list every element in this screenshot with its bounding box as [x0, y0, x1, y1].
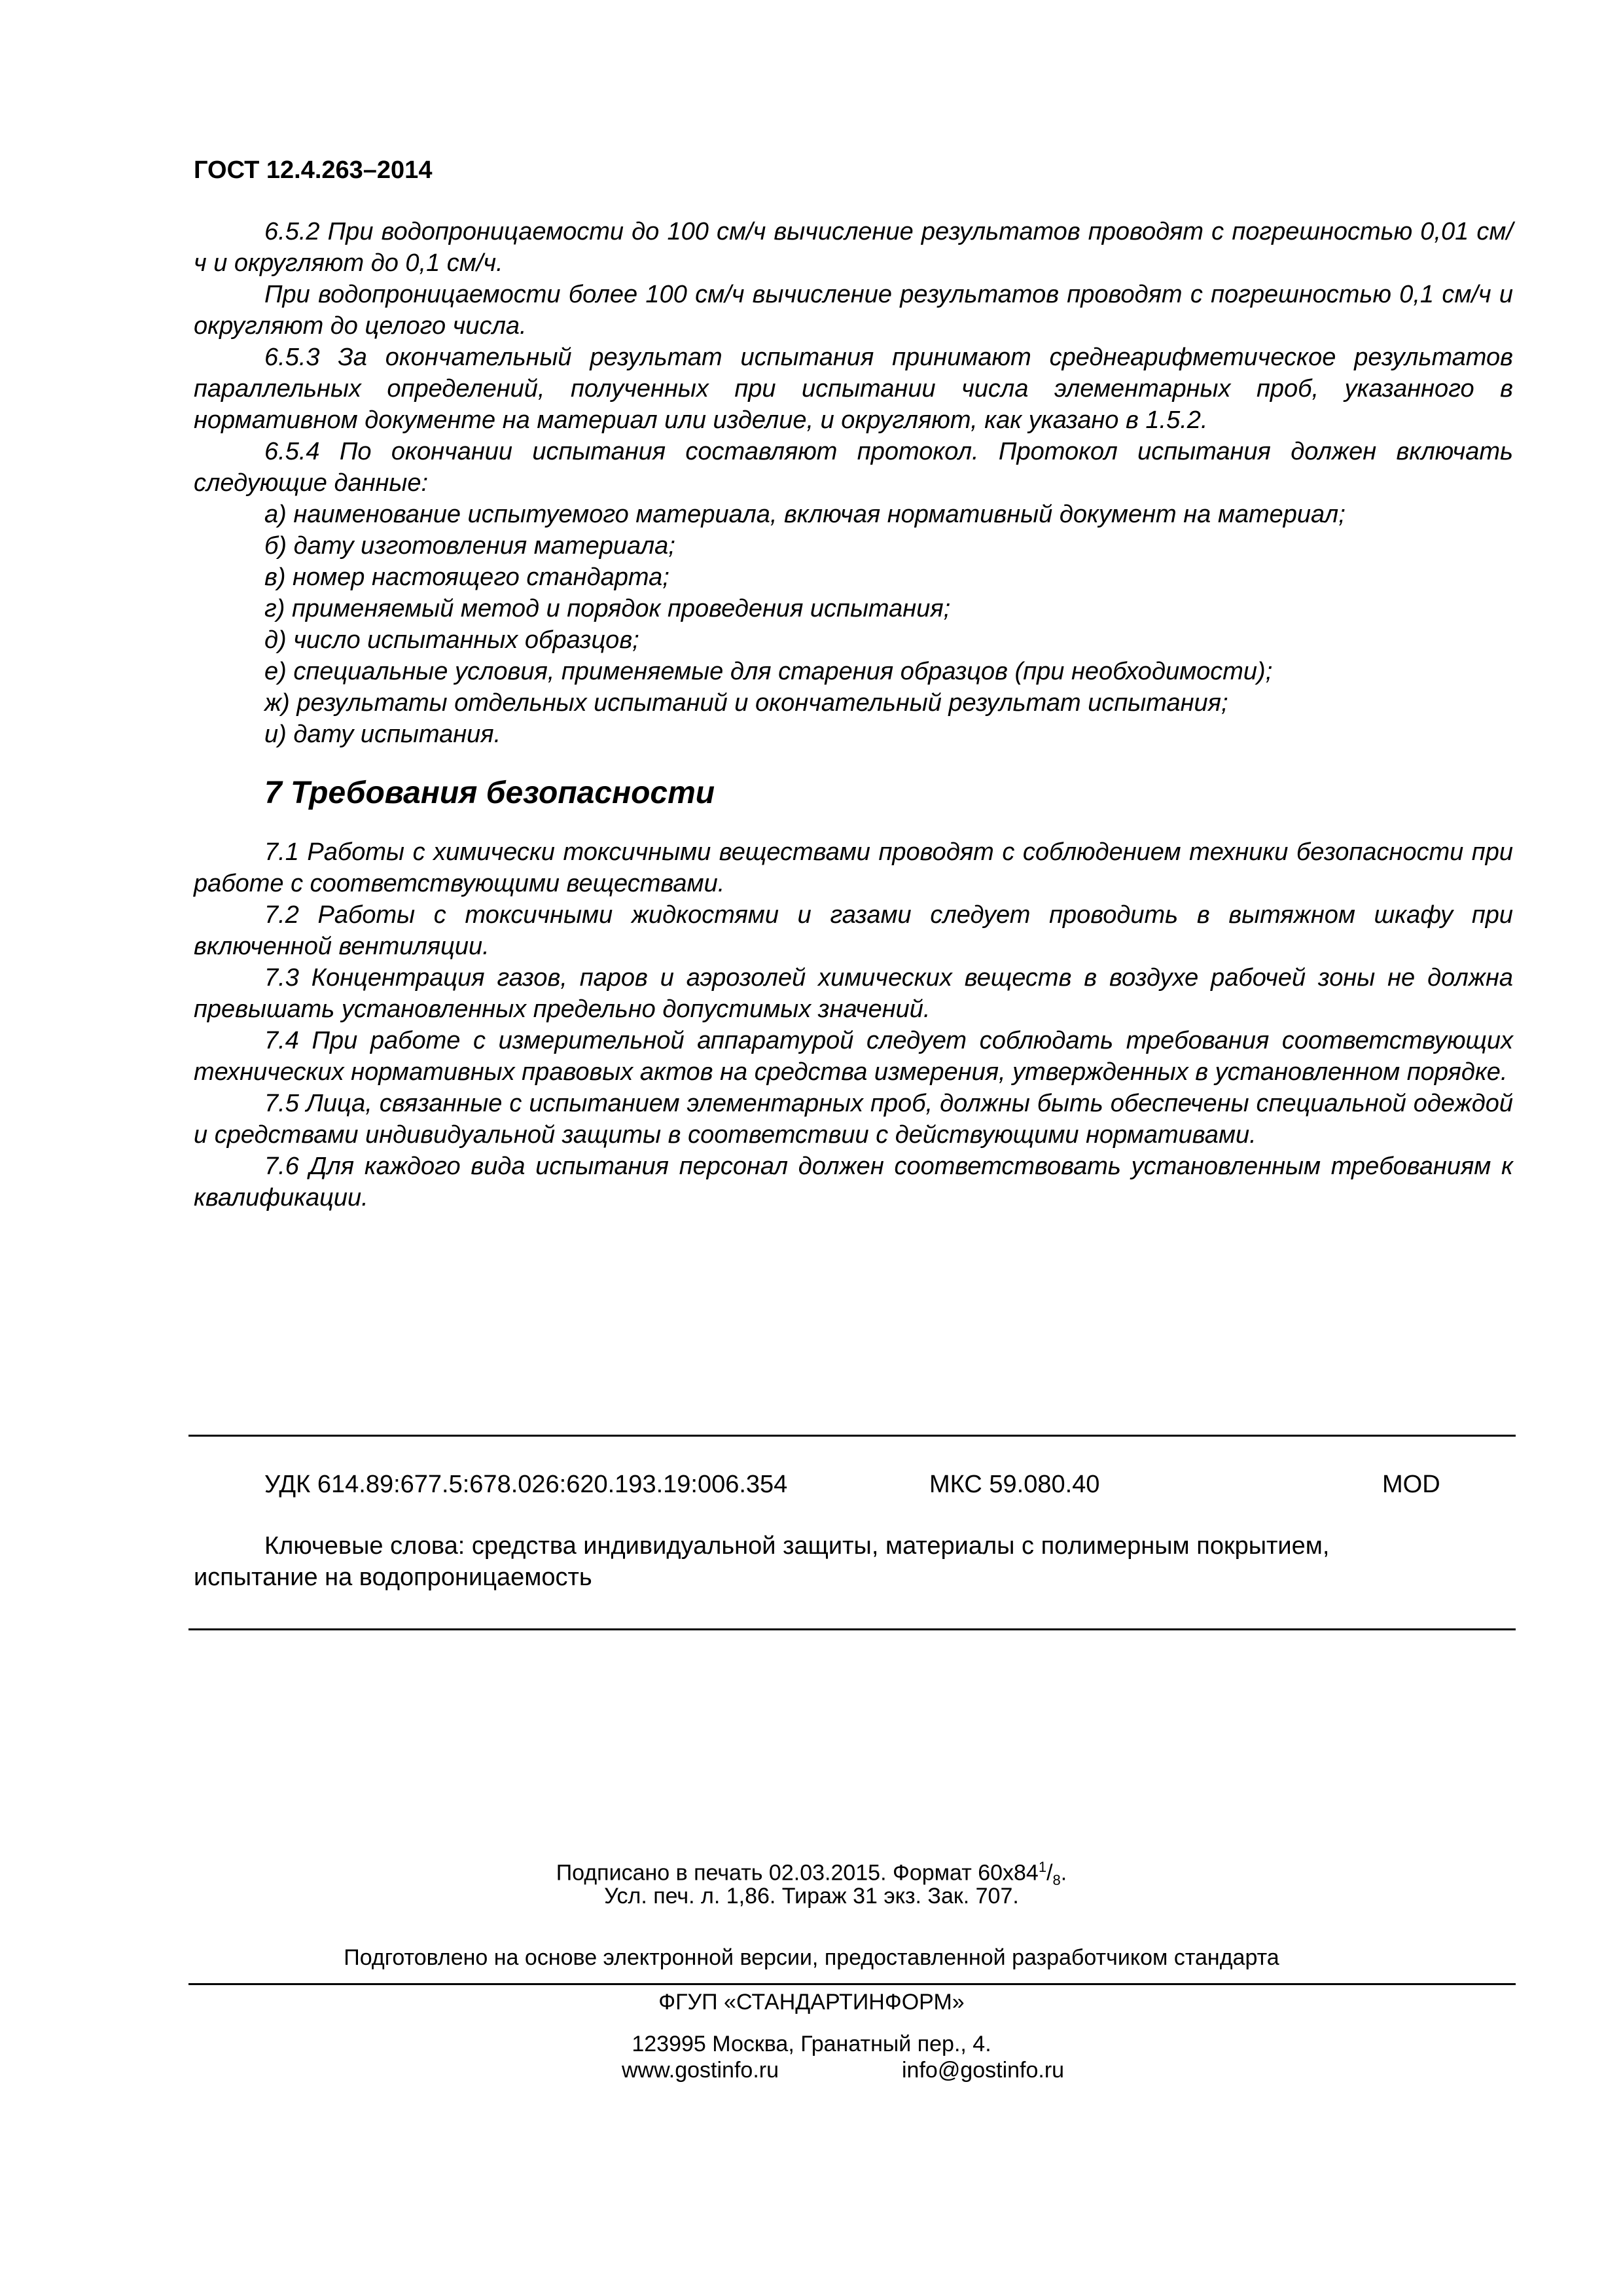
document-header: ГОСТ 12.4.263–2014: [194, 156, 433, 184]
signed-text: Подписано в печать 02.03.2015. Формат 60х84: [556, 1860, 1039, 1886]
list-item: ж) результаты отдельных испытаний и окончательный результат испытания;: [264, 689, 1228, 717]
divider-top: [188, 1435, 1516, 1437]
format-subscript: 8: [1052, 1872, 1061, 1889]
publisher-name: ФГУП «СТАНДАРТИНФОРМ»: [658, 1990, 965, 2015]
paragraph-7-5: 7.5 Лица, связанные с испытанием элементарных проб, должны быть обеспечены специальной одеждой и средствами индивидуальной защиты в соответствии с действующими нормативами.: [194, 1090, 1513, 1149]
keywords-line-1: Ключевые слова: средства индивидуальной защиты, материалы с полимерным покрытием,: [264, 1532, 1330, 1560]
list-item: а) наименование испытуемого материала, включая нормативный документ на материал;: [264, 501, 1346, 528]
keywords-line-2: испытание на водопроницаемость: [194, 1564, 592, 1591]
list-item: и) дату испытания.: [264, 721, 501, 748]
list-item: б) дату изготовления материала;: [264, 532, 675, 560]
mod-label: MOD: [1382, 1471, 1440, 1498]
mks-code: МКС 59.080.40: [929, 1471, 1100, 1498]
format-superscript: 1: [1038, 1859, 1047, 1875]
print-info: Усл. печ. л. 1,86. Тираж 31 экз. Зак. 707.: [604, 1884, 1019, 1909]
format-slash: /: [1046, 1860, 1053, 1886]
website-link[interactable]: www.gostinfo.ru: [622, 2058, 779, 2083]
paragraph-7-4: 7.4 При работе с измерительной аппаратурой следует соблюдать требования соответствующих технических нормативных правовых актов на средства измерения, утвержденных в установленном порядке.: [194, 1027, 1513, 1086]
paragraph-7-6: 7.6 Для каждого вида испытания персонал должен соответствовать установленным требованиям к квалификации.: [194, 1153, 1513, 1211]
udk-code: УДК 614.89:677.5:678.026:620.193.19:006.354: [264, 1471, 788, 1498]
list-item: в) номер настоящего стандарта;: [264, 564, 669, 591]
paragraph-7-1: 7.1 Работы с химически токсичными веществами проводят с соблюдением техники безопасности при работе с соответствующими веществами.: [194, 838, 1513, 897]
format-end: .: [1060, 1860, 1067, 1886]
list-item: е) специальные условия, применяемые для старения образцов (при необходимости);: [264, 658, 1273, 685]
list-item: д) число испытанных образцов;: [264, 626, 639, 654]
section-7-title: 7 Требования безопасности: [264, 776, 715, 810]
publisher-address: 123995 Москва, Гранатный пер., 4.: [632, 2032, 991, 2056]
paragraph-7-3: 7.3 Концентрация газов, паров и аэрозолей химических веществ в воздухе рабочей зоны не должна превышать установленных предельно допустимых значений.: [194, 964, 1513, 1023]
paragraph-6-5-2: 6.5.2 При водопроницаемости до 100 см/ч вычисление результатов проводят с погрешностью 0,01 см/ч и округляют до 0,1 см/ч.: [194, 218, 1513, 277]
divider-imprint: [188, 1983, 1516, 1985]
list-item: г) применяемый метод и порядок проведения испытания;: [264, 595, 951, 622]
paragraph-6-5-3: 6.5.3 За окончательный результат испытания принимают среднеарифметическое результатов параллельных определений, полученных при испытании числа элементарных проб, указанного в нормативном документе на материал или изделие, и округляют, как указано в 1.5.2.: [194, 344, 1513, 434]
paragraph-6-5-4: 6.5.4 По окончании испытания составляют протокол. Протокол испытания должен включать следующие данные:: [194, 438, 1513, 497]
divider-bottom: [188, 1628, 1516, 1630]
section-7-body: [194, 836, 1513, 1213]
protocol-items-list: [194, 499, 1513, 750]
keywords-block: [194, 1530, 1513, 1593]
section-6-5-body: [194, 216, 1513, 750]
paragraph-6-5-2-continued: При водопроницаемости более 100 см/ч вычисление результатов проводят с погрешностью 0,1 см/ч и округляют до целого числа.: [194, 281, 1513, 340]
paragraph-7-2: 7.2 Работы с токсичными жидкостями и газами следует проводить в вытяжном шкафу при включенной вентиляции.: [194, 901, 1513, 960]
prepared-note: Подготовлено на основе электронной версии, предоставленной разработчиком стандарта: [344, 1945, 1279, 1970]
email-link[interactable]: info@gostinfo.ru: [902, 2058, 1065, 2083]
